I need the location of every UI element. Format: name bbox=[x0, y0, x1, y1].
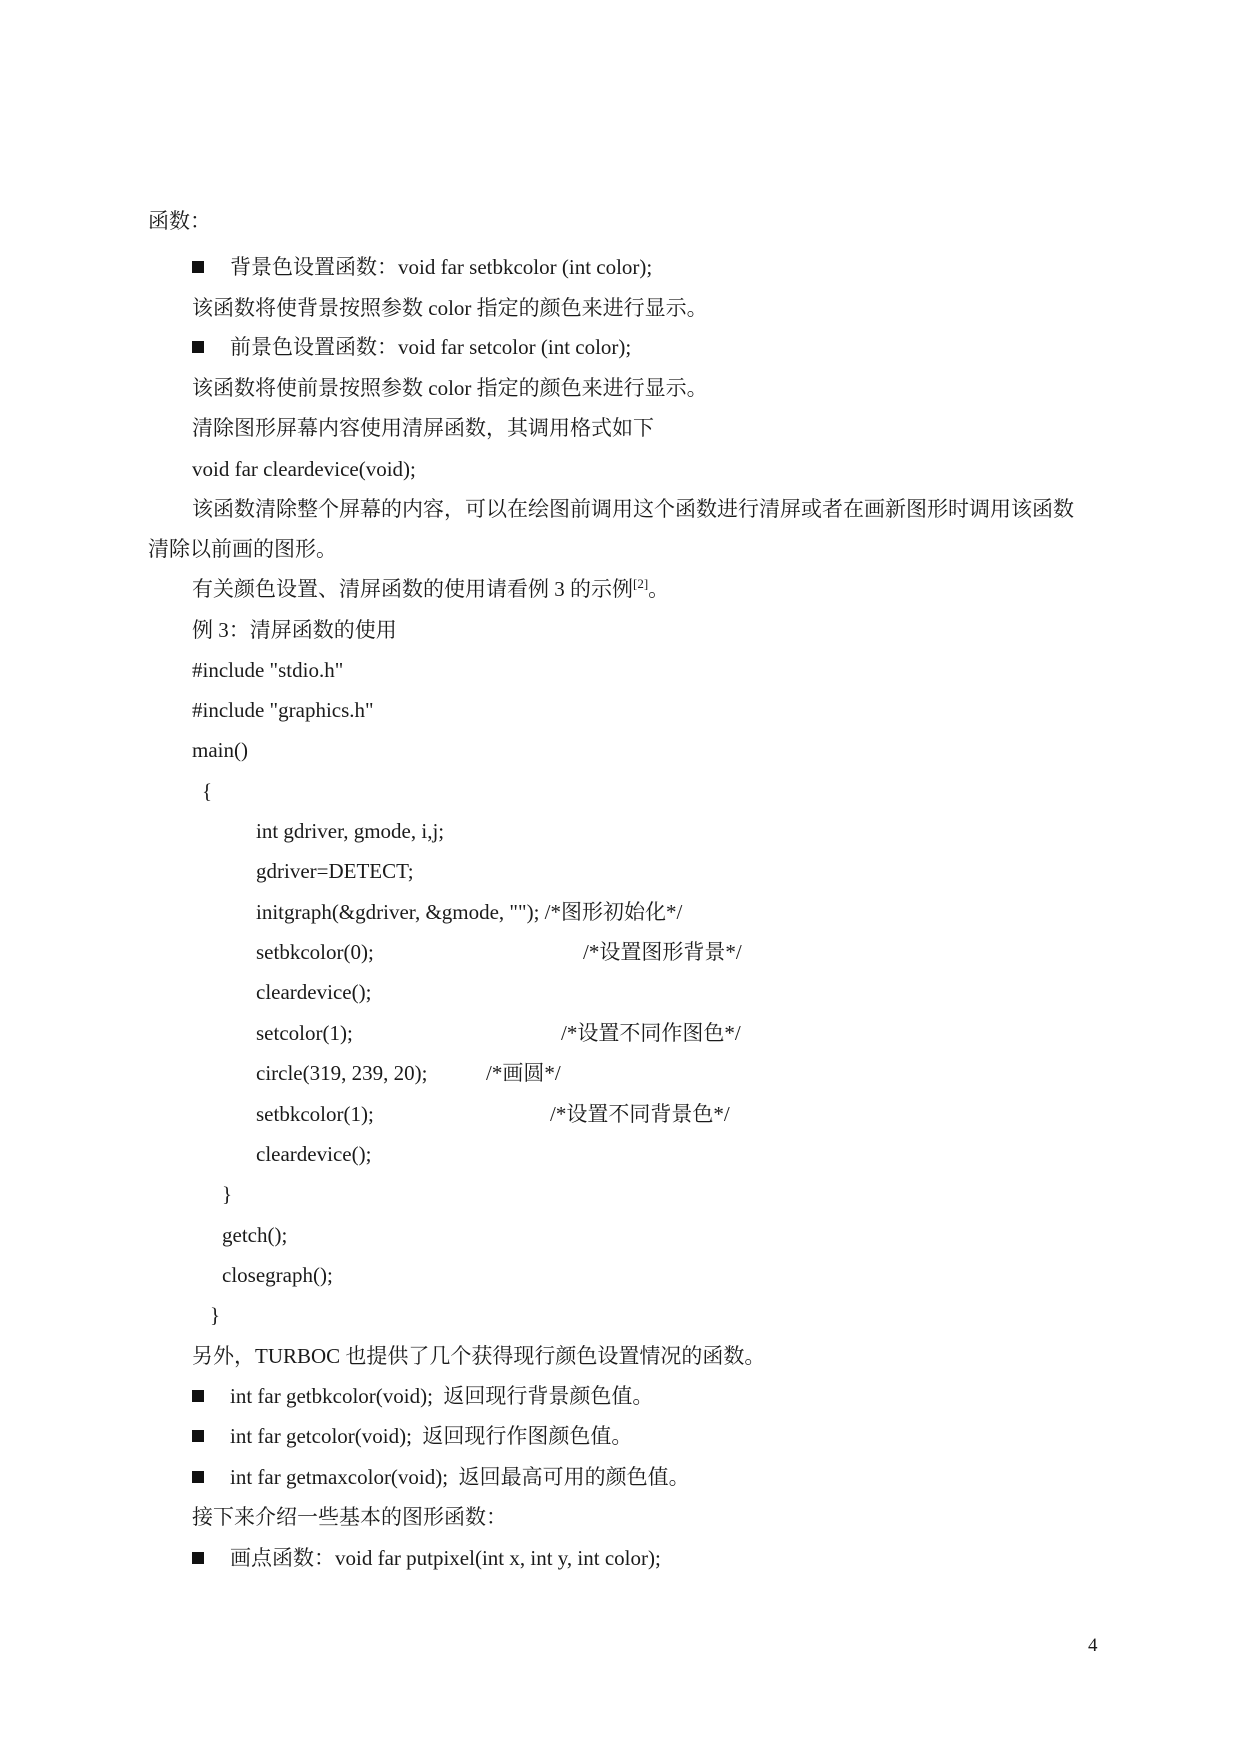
bullet-text: 前景色设置函数：void far setcolor (int color); bbox=[230, 335, 632, 359]
code-line: { bbox=[202, 779, 213, 803]
code-line: setbkcolor(1); bbox=[256, 1102, 374, 1126]
bullet-text: 画点函数：void far putpixel(int x, int y, int color); bbox=[230, 1546, 661, 1570]
bullet-text: int far getbkcolor(void); 返回现行背景颜色值。 bbox=[230, 1384, 654, 1408]
code-line: #include "graphics.h" bbox=[192, 698, 374, 722]
bullet-item bbox=[192, 253, 652, 281]
bullet-item bbox=[192, 1422, 632, 1450]
code-line: } bbox=[210, 1303, 221, 1327]
page-number: 4 bbox=[1088, 1635, 1098, 1656]
bullet-text: int far getmaxcolor(void); 返回最高可用的颜色值。 bbox=[230, 1465, 690, 1489]
square-bullet-icon bbox=[192, 1390, 204, 1402]
text-line: 另外，TURBOC 也提供了几个获得现行颜色设置情况的函数。 bbox=[192, 1344, 766, 1368]
code-line: setcolor(1); bbox=[256, 1021, 353, 1045]
bullet-item bbox=[192, 333, 631, 361]
text-line: 该函数清除整个屏幕的内容，可以在绘图前调用这个函数进行清屏或者在画新图形时调用该函数 bbox=[192, 497, 1074, 521]
square-bullet-icon bbox=[192, 341, 204, 353]
code-comment: /*设置不同作图色*/ bbox=[561, 1021, 741, 1045]
code-comment: /*设置不同背景色*/ bbox=[550, 1102, 730, 1126]
bullet-text: int far getcolor(void); 返回现行作图颜色值。 bbox=[230, 1424, 633, 1448]
square-bullet-icon bbox=[192, 261, 204, 273]
code-line: void far cleardevice(void); bbox=[192, 457, 416, 481]
code-line: cleardevice(); bbox=[256, 980, 372, 1004]
code-line: cleardevice(); bbox=[256, 1142, 372, 1166]
code-line: main() bbox=[192, 738, 248, 762]
text-line: 该函数将使前景按照参数 color 指定的颜色来进行显示。 bbox=[192, 376, 708, 400]
code-line: circle(319, 239, 20); bbox=[256, 1061, 428, 1085]
text-line: 函数： bbox=[148, 209, 211, 233]
code-comment: /*设置图形背景*/ bbox=[583, 940, 742, 964]
code-line: getch(); bbox=[222, 1223, 288, 1247]
bullet-item bbox=[192, 1382, 653, 1410]
code-line: initgraph(&gdriver, &gmode, ""); /*图形初始化*/ bbox=[256, 900, 683, 924]
code-line: closegraph(); bbox=[222, 1263, 333, 1287]
example-title: 例 3：清屏函数的使用 bbox=[192, 618, 397, 642]
square-bullet-icon bbox=[192, 1430, 204, 1442]
square-bullet-icon bbox=[192, 1552, 204, 1564]
text-line: 清除图形屏幕内容使用清屏函数，其调用格式如下 bbox=[192, 416, 654, 440]
bullet-text: 背景色设置函数：void far setbkcolor (int color); bbox=[230, 255, 653, 279]
code-comment: /*画圆*/ bbox=[486, 1061, 561, 1085]
citation-ref: [2] bbox=[633, 576, 649, 591]
text-span: 。 bbox=[648, 577, 670, 601]
code-line: int gdriver, gmode, i,j; bbox=[256, 819, 445, 843]
text-line bbox=[192, 575, 669, 603]
text-line: 清除以前画的图形。 bbox=[148, 537, 337, 561]
square-bullet-icon bbox=[192, 1471, 204, 1483]
text-line: 接下来介绍一些基本的图形函数： bbox=[192, 1505, 507, 1529]
text-line: 该函数将使背景按照参数 color 指定的颜色来进行显示。 bbox=[192, 296, 708, 320]
bullet-item bbox=[192, 1463, 690, 1491]
text-span: 有关颜色设置、清屏函数的使用请看例 3 的示例 bbox=[192, 577, 633, 601]
code-line: setbkcolor(0); bbox=[256, 940, 374, 964]
code-line: #include "stdio.h" bbox=[192, 658, 344, 682]
code-line: gdriver=DETECT; bbox=[256, 859, 414, 883]
bullet-item bbox=[192, 1544, 661, 1572]
code-line: } bbox=[222, 1182, 233, 1206]
